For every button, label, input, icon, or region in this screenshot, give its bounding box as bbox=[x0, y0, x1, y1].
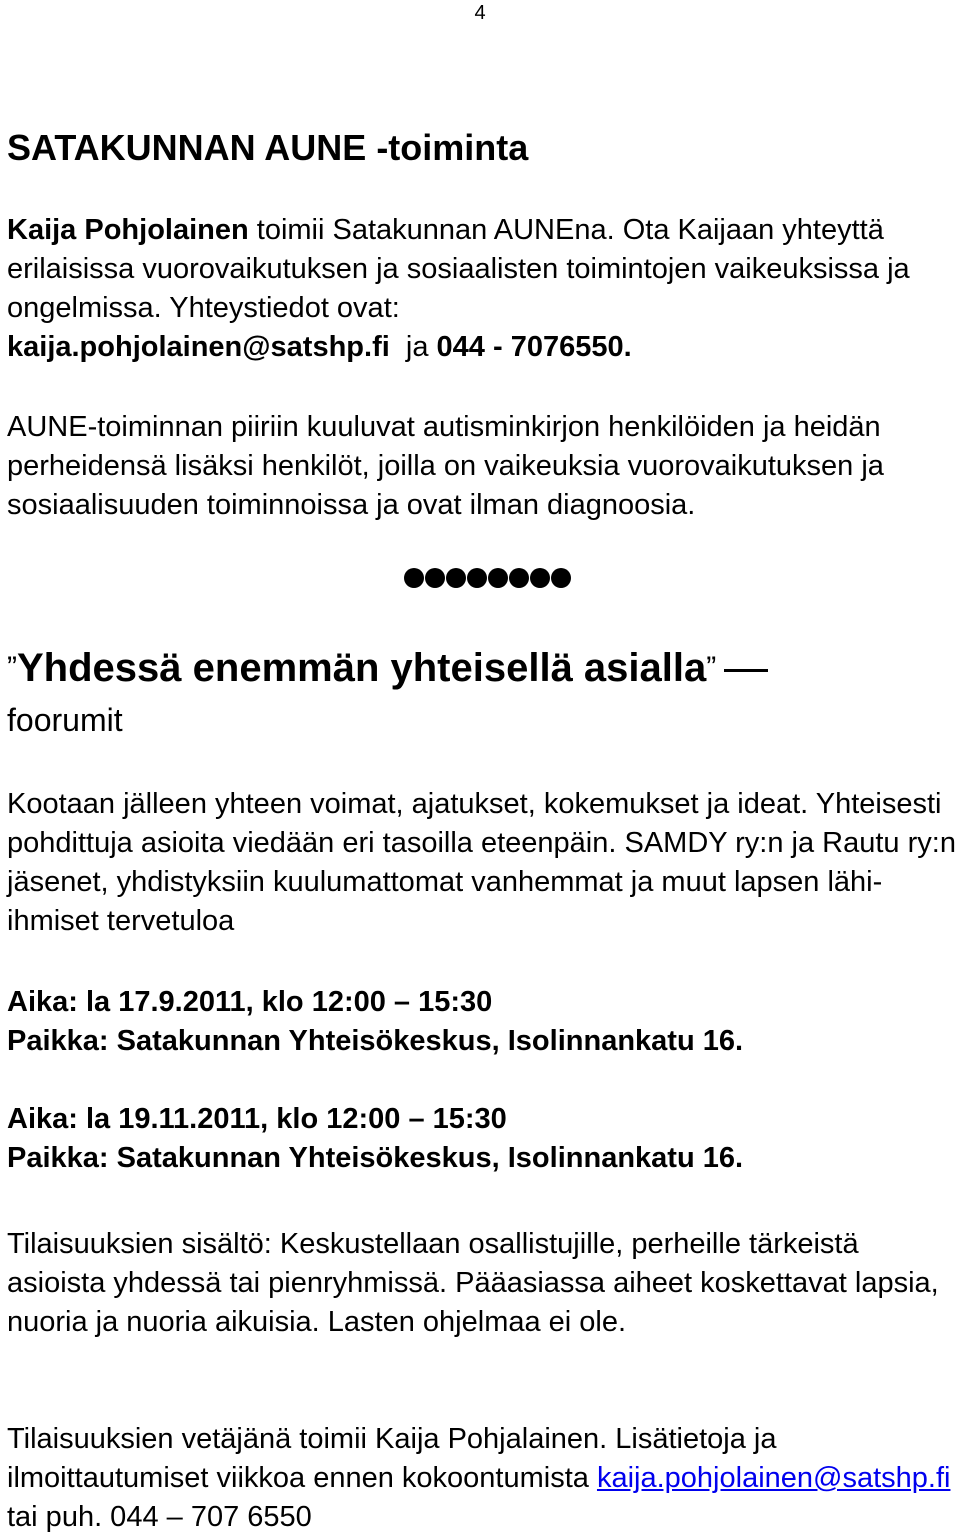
open-quote: ” bbox=[7, 651, 17, 684]
event-2-time: Aika: la 19.11.2011, klo 12:00 – 15:30 bbox=[7, 1103, 507, 1135]
leader-email-link[interactable]: kaija.pohjolainen@satshp.fi bbox=[596, 1462, 951, 1494]
event-1 bbox=[7, 983, 743, 1061]
scope-paragraph: AUNE-toiminnan piiriin kuuluvat autisminkirjon henkilöiden ja heidän perheidensä lisäksi henkilöt, joilla on vaikeuksia vuorovaikutuksen ja sosiaalisuuden toiminnoissa ja ovat ilman diagnoosia. bbox=[7, 411, 884, 521]
bullet-dot bbox=[467, 568, 487, 588]
bullet-divider bbox=[404, 568, 572, 588]
page-number: 4 bbox=[474, 2, 486, 24]
content-paragraph: Tilaisuuksien sisältö: Keskustellaan osallistujille, perheille tärkeistä asioista yhdessä tai pienryhmissä. Pääasiassa aiheet koskettavat lapsia, nuoria ja nuoria aikuisia. Lasten ohjelmaa ei ole. bbox=[7, 1228, 939, 1338]
contact-phone: 044 - 7076550. bbox=[436, 331, 632, 363]
leader-text: Tilaisuuksien vetäjänä toimii Kaija Pohjalainen. Lisätietoja ja ilmoittautumiset viikkoa ennen kokoontumista bbox=[7, 1423, 777, 1494]
bullet-dot bbox=[404, 568, 424, 588]
leader-phone: tai puh. 044 – 707 6550 bbox=[7, 1501, 312, 1533]
description-paragraph: Kootaan jälleen yhteen voimat, ajatukset, kokemukset ja ideat. Yhteisesti pohdittuja asioita viedään eri tasoilla eteenpäin. SAMDY ry:n ja Rautu ry:n jäsenet, yhdistyksiin kuulumattomat vanhemmat ja muut lapsen lähi-ihmiset tervetuloa bbox=[7, 788, 956, 937]
forum-heading bbox=[7, 640, 768, 696]
bullet-dot bbox=[488, 568, 508, 588]
intro-mid: ja bbox=[389, 331, 437, 363]
contact-email: kaija.pohjolainen@satshp.fi bbox=[7, 331, 390, 363]
forum-subheading: foorumit bbox=[7, 702, 123, 738]
intro-text: toimii Satakunnan AUNEna. Ota Kaijaan yhteyttä erilaisissa vuorovaikutuksen ja sosiaalisten toimintojen vaikeuksissa ja ongelmissa. Yhteystiedot ovat: bbox=[7, 214, 910, 324]
event-2-place: Paikka: Satakunnan Yhteisökeskus, Isolinnankatu 16. bbox=[7, 1142, 744, 1174]
close-quote: ” bbox=[706, 651, 717, 684]
forum-heading-text: Yhdessä enemmän yhteisellä asialla bbox=[17, 646, 707, 690]
heading-dash bbox=[724, 669, 768, 672]
bullet-dot bbox=[551, 568, 571, 588]
bullet-dot bbox=[446, 568, 466, 588]
event-1-place: Paikka: Satakunnan Yhteisökeskus, Isolinnankatu 16. bbox=[7, 1025, 744, 1057]
event-2 bbox=[7, 1100, 743, 1178]
bullet-dot bbox=[425, 568, 445, 588]
bullet-dot bbox=[530, 568, 550, 588]
contact-name: Kaija Pohjolainen bbox=[7, 214, 249, 246]
bullet-dot bbox=[509, 568, 529, 588]
intro-paragraph bbox=[7, 211, 957, 367]
event-1-time: Aika: la 17.9.2011, klo 12:00 – 15:30 bbox=[7, 986, 493, 1018]
leader-paragraph bbox=[7, 1420, 957, 1537]
page-title: SATAKUNNAN AUNE -toiminta bbox=[7, 127, 529, 168]
